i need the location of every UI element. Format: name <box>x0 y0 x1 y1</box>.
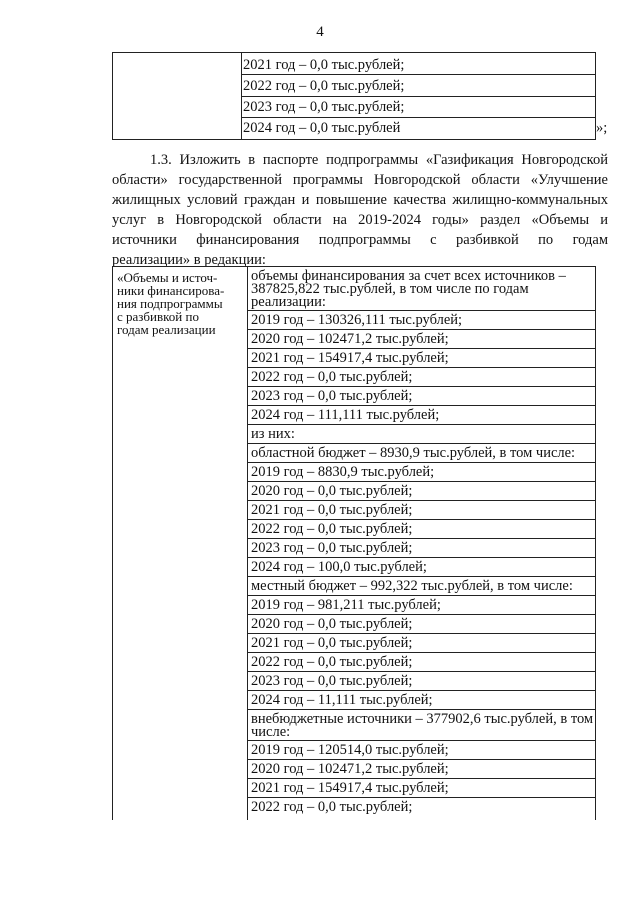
paragraph-line: области» государственной программы Новгородской области «Улучшение <box>112 172 608 188</box>
financing-row: областной бюджет – 8930,9 тыс.рублей, в том числе: <box>248 444 595 463</box>
financing-row: 2021 год – 154917,4 тыс.рублей; <box>248 779 595 798</box>
financing-row: 2020 год – 102471,2 тыс.рублей; <box>248 330 595 349</box>
financing-row: 2023 год – 0,0 тыс.рублей; <box>248 387 595 406</box>
financing-row: 2021 год – 154917,4 тыс.рублей; <box>248 349 595 368</box>
top-table <box>112 52 596 140</box>
financing-row: 2019 год – 981,211 тыс.рублей; <box>248 596 595 615</box>
financing-row: 2024 год – 111,111 тыс.рублей; <box>248 406 595 425</box>
paragraph-line: 1.3. Изложить в паспорте подпрограммы «Газификация Новгородской <box>150 152 608 168</box>
financing-table <box>112 266 596 820</box>
paragraph-line: реализации» в редакции: <box>112 252 266 268</box>
paragraph-line: услуг в Новгородской области на 2019-2024 годы» раздел «Объемы и <box>112 212 608 228</box>
section-name-line: с разбивкой по <box>117 309 199 324</box>
financing-row: местный бюджет – 992,322 тыс.рублей, в том числе: <box>248 577 595 596</box>
closing-quote: »; <box>596 120 608 136</box>
financing-row: 2020 год – 0,0 тыс.рублей; <box>248 615 595 634</box>
financing-row: 2023 год – 0,0 тыс.рублей; <box>248 539 595 558</box>
financing-row: 2024 год – 100,0 тыс.рублей; <box>248 558 595 577</box>
paragraph-line: источники финансирования подпрограммы с разбивкой по годам <box>112 232 608 248</box>
financing-row: объемы финансирования за счет всех источников – 387825,822 тыс.рублей, в том числе по годам реализации: <box>248 267 595 311</box>
top-table-line: 2023 год – 0,0 тыс.рублей; <box>243 99 405 115</box>
section-name-line: «Объемы и источ- <box>117 270 218 285</box>
page-number: 4 <box>316 24 324 40</box>
section-name-cell <box>117 271 243 336</box>
top-table-line: 2022 год – 0,0 тыс.рублей; <box>243 78 405 94</box>
row-separator <box>242 74 595 75</box>
financing-row: 2022 год – 0,0 тыс.рублей; <box>251 799 413 815</box>
financing-row: 2021 год – 0,0 тыс.рублей; <box>248 634 595 653</box>
section-name-line: годам реализации <box>117 322 216 337</box>
financing-rows <box>248 267 595 816</box>
financing-row: 2022 год – 0,0 тыс.рублей; <box>248 520 595 539</box>
financing-row: 2022 год – 0,0 тыс.рублей; <box>248 368 595 387</box>
financing-row: 2020 год – 102471,2 тыс.рублей; <box>248 760 595 779</box>
section-name-line: ния подпрограммы <box>117 296 223 311</box>
financing-row: 2019 год – 120514,0 тыс.рублей; <box>248 741 595 760</box>
instruction-paragraph <box>112 150 608 270</box>
financing-row: 2023 год – 0,0 тыс.рублей; <box>248 672 595 691</box>
top-table-line: 2021 год – 0,0 тыс.рублей; <box>243 57 405 73</box>
financing-row: 2022 год – 0,0 тыс.рублей; <box>248 653 595 672</box>
financing-row: 2024 год – 11,111 тыс.рублей; <box>248 691 595 710</box>
financing-row: 2020 год – 0,0 тыс.рублей; <box>248 482 595 501</box>
top-table-line: 2024 год – 0,0 тыс.рублей <box>243 120 401 136</box>
paragraph-line: жилищных условий граждан и повышение качества жилищно-коммунальных <box>112 192 608 208</box>
section-name-line: ники финансирова- <box>117 283 225 298</box>
financing-row: 2019 год – 8830,9 тыс.рублей; <box>248 463 595 482</box>
financing-row: 2021 год – 0,0 тыс.рублей; <box>248 501 595 520</box>
financing-row: внебюджетные источники – 377902,6 тыс.рублей, в том числе: <box>248 710 595 741</box>
financing-row: из них: <box>248 425 595 444</box>
financing-row: 2019 год – 130326,111 тыс.рублей; <box>248 311 595 330</box>
